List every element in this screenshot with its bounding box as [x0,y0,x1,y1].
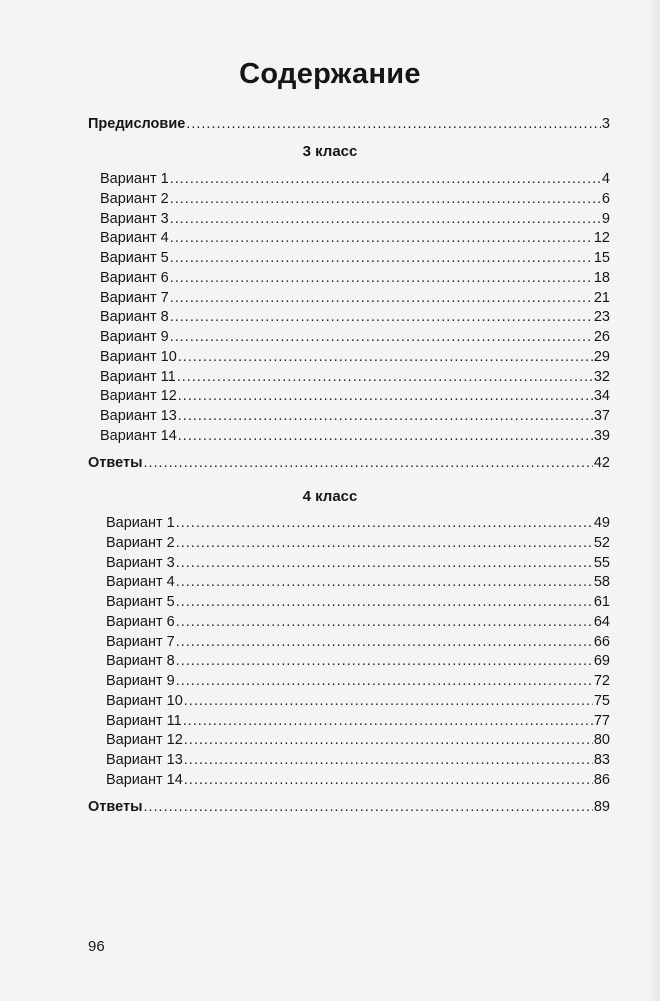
toc-entry-label: Вариант 1 [100,171,169,187]
toc-leader-dots [184,750,593,770]
toc-leader-dots [184,691,593,711]
toc-entry-variant[interactable] [106,513,610,533]
toc-leader-dots [176,612,593,632]
toc-leader-dots [170,189,601,209]
toc-leader-dots [170,288,593,308]
toc-entry-page: 12 [593,230,610,247]
toc-entry-label: Вариант 11 [100,368,176,385]
page-number: 96 [88,938,105,955]
toc-entry-page: 34 [593,388,610,405]
toc-entry-page: 26 [593,329,610,346]
toc-entry-label: Вариант 2 [106,534,175,551]
toc-leader-dots [176,513,593,533]
toc-entry-variant[interactable] [100,406,610,426]
toc-entry-label: Вариант 9 [106,673,175,690]
toc-entry-page: 83 [593,752,610,769]
toc-entry-variant[interactable] [106,770,610,790]
toc-entry-variant[interactable] [100,209,610,229]
toc-entry-label: Вариант 5 [106,594,175,611]
toc-entry-page: 21 [593,289,610,306]
toc-leader-dots [170,307,593,327]
toc-entry-variant[interactable] [106,691,610,711]
toc-entry-page: 4 [601,171,610,187]
toc-leader-dots [178,406,593,426]
toc-entry-label: Вариант 7 [106,633,175,650]
toc-entry-page: 64 [593,613,610,630]
toc-entry-page: 32 [593,368,610,385]
toc-entry-variant[interactable] [100,268,610,288]
toc-entry-label: Вариант 4 [106,574,175,591]
toc-entry-variant[interactable] [100,189,610,209]
toc-leader-dots [176,671,593,691]
toc-entry-label: Вариант 12 [106,732,183,749]
toc-entry-answers-grade-4[interactable] [88,797,610,817]
toc-entry-page: 6 [601,190,610,207]
toc-leader-dots [176,533,593,553]
toc-entry-page: 75 [593,692,610,709]
toc-leader-dots [183,711,593,731]
toc-entry-label: Вариант 10 [100,348,177,365]
toc-entry-page: 29 [593,348,610,365]
toc-entry-page: 77 [593,712,610,729]
toc-leader-dots [143,797,592,817]
toc-entry-variant[interactable] [106,533,610,553]
toc-leader-dots [178,386,593,406]
page-title: Содержание [239,58,421,90]
section-heading-grade-3: 3 класс [302,143,358,160]
toc-entry-variant[interactable] [100,307,610,327]
toc-entry-label: Ответы [88,799,143,815]
toc-entry-label: Вариант 4 [100,230,169,247]
toc-entry-variant[interactable] [106,572,610,592]
toc-entry-page: 58 [593,574,610,591]
toc-leader-dots [170,169,601,189]
toc-entry-label: Вариант 6 [106,613,175,630]
toc-entry-page: 66 [593,633,610,650]
toc-leader-dots [176,592,593,612]
toc-entry-label: Вариант 7 [100,289,169,306]
toc-entry-variant[interactable] [100,347,610,367]
toc-entry-label: Ответы [88,455,143,471]
toc-entry-variant[interactable] [106,553,610,573]
toc-entry-variant[interactable] [100,367,610,387]
toc-entry-page: 42 [593,455,610,471]
toc-entry-label: Вариант 9 [100,329,169,346]
toc-entry-variant[interactable] [100,327,610,347]
toc-entry-page: 72 [593,673,610,690]
toc-entry-variant[interactable] [100,386,610,406]
toc-entry-page: 61 [593,594,610,611]
toc-leader-dots [184,770,593,790]
toc-leader-dots [143,453,592,473]
toc-leader-dots [176,651,593,671]
toc-entry-label: Вариант 5 [100,250,169,267]
toc-entry-variant[interactable] [100,288,610,308]
toc-entry-page: 55 [593,554,610,571]
toc-entry-page: 23 [593,309,610,326]
toc-entry-page: 15 [593,250,610,267]
toc-entry-label: Вариант 8 [106,653,175,670]
toc-entry-label: Вариант 11 [106,712,182,729]
toc-entry-page: 89 [593,799,610,815]
toc-leader-dots [176,572,593,592]
toc-entry-page: 49 [593,515,610,531]
toc-leader-dots [176,553,593,573]
toc-leader-dots [178,347,593,367]
toc-entry-label: Вариант 13 [100,408,177,425]
toc-leader-dots [170,327,593,347]
toc-entry-variant[interactable] [100,248,610,268]
toc-leader-dots [176,632,593,652]
toc-leader-dots [170,268,593,288]
toc-entry-variant[interactable] [100,169,610,189]
toc-entry-variant[interactable] [106,750,610,770]
toc-entry-page: 80 [593,732,610,749]
toc-leader-dots [170,209,601,229]
toc-entry-label: Вариант 3 [106,554,175,571]
toc-entry-answers-grade-3[interactable] [88,453,610,473]
toc-leader-dots [170,228,593,248]
toc-entry-variant[interactable] [106,612,610,632]
toc-entry-variant[interactable] [106,730,610,750]
toc-entry-label: Предисловие [88,116,186,132]
toc-entry-variant[interactable] [100,228,610,248]
toc-entry-label: Вариант 12 [100,388,177,405]
toc-entry-variant[interactable] [106,711,610,731]
section-heading-grade-4: 4 класс [302,488,358,505]
toc-entry-label: Вариант 13 [106,752,183,769]
toc-entry-page: 9 [601,210,610,227]
toc-entry-label: Вариант 2 [100,190,169,207]
toc-entry-label: Вариант 6 [100,269,169,286]
toc-entry-variant[interactable] [106,592,610,612]
toc-leader-dots [184,730,593,750]
toc-entry-variant[interactable] [100,426,610,446]
toc-entry-page: 37 [593,408,610,425]
toc-entry-page: 3 [601,116,610,132]
toc-entry-label: Вариант 14 [100,428,177,444]
toc-entry-variant[interactable] [106,671,610,691]
toc-entry-label: Вариант 1 [106,515,175,531]
toc-entry-label: Вариант 8 [100,309,169,326]
toc-entry-label: Вариант 14 [106,772,183,788]
toc-entry-page: 52 [593,534,610,551]
toc-leader-dots [170,248,593,268]
toc-leader-dots [178,426,593,446]
toc-entry-preface[interactable] [88,114,610,134]
toc-entry-page: 18 [593,269,610,286]
toc-entry-page: 39 [593,428,610,444]
toc-leader-dots [177,367,593,387]
toc-entry-label: Вариант 10 [106,692,183,709]
toc-entry-page: 86 [593,772,610,788]
toc-entry-label: Вариант 3 [100,210,169,227]
toc-entry-page: 69 [593,653,610,670]
toc-entry-variant[interactable] [106,632,610,652]
toc-leader-dots [186,114,601,134]
toc-entry-variant[interactable] [106,651,610,671]
